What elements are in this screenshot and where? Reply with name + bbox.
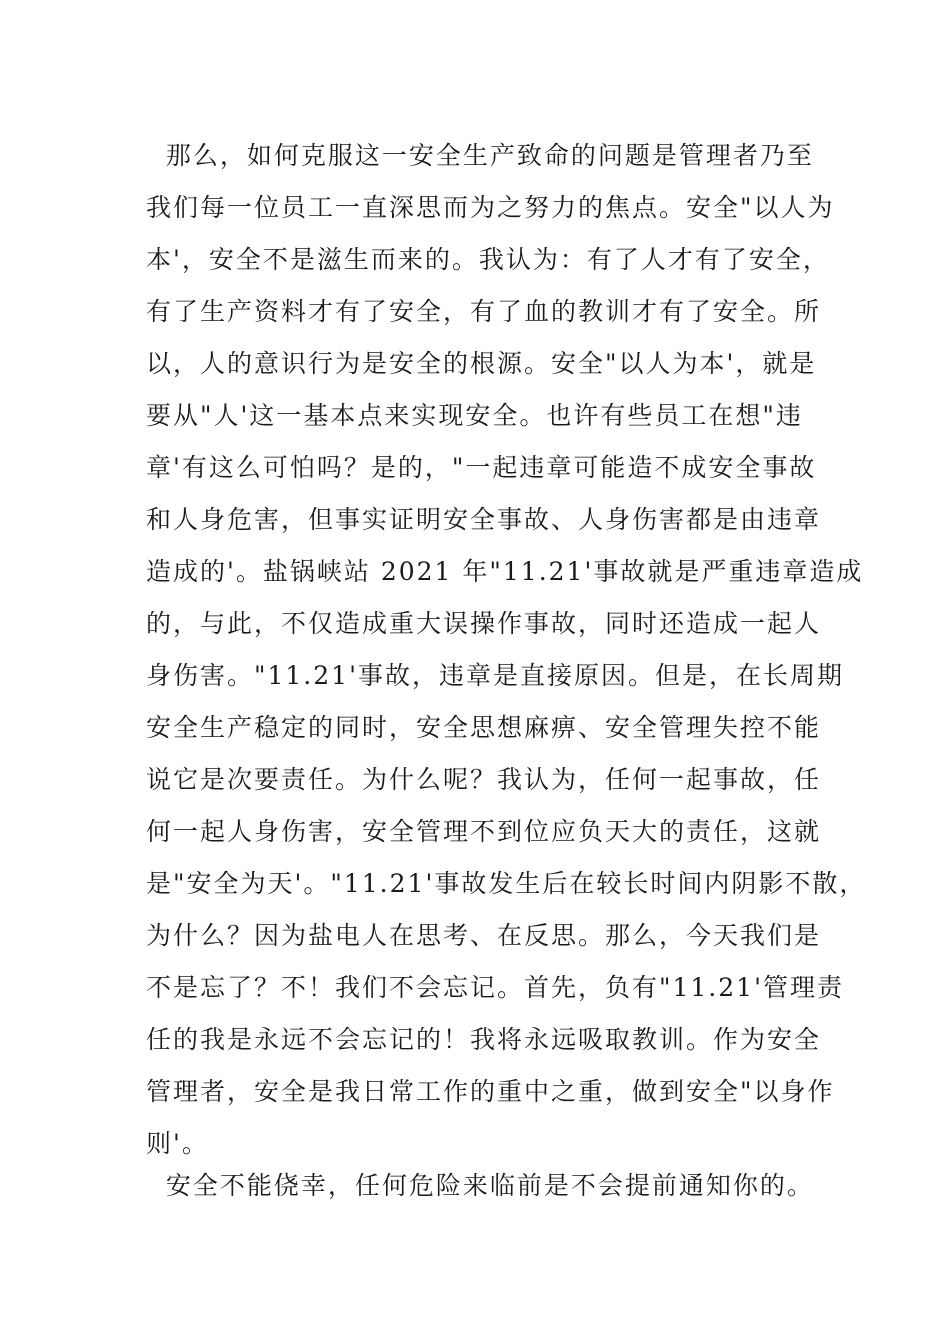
paragraph-line: 则'。 [146, 1129, 209, 1158]
paragraph-line: 和人身危害，但事实证明安全事故、人身伤害都是由违章 [146, 505, 822, 534]
paragraph-second [146, 1160, 816, 1212]
paragraph-line: 任的我是永远不会忘记的！我将永远吸取教训。作为安全 [146, 1025, 822, 1054]
paragraph-line: 为什么？因为盐电人在思考、在反思。那么，今天我们是 [146, 921, 822, 950]
paragraph-main [146, 130, 867, 1170]
paragraph-line: 安全生产稳定的同时，安全思想麻痹、安全管理失控不能 [146, 713, 822, 742]
paragraph-line: 的，与此，不仅造成重大误操作事故，同时还造成一起人 [146, 609, 822, 638]
paragraph-line: 有了生产资料才有了安全，有了血的教训才有了安全。所 [146, 297, 822, 326]
paragraph-line: 那么，如何克服这一安全生产致命的问题是管理者乃至 [146, 141, 814, 170]
paragraph-line: 本'，安全不是滋生而来的。我认为：有了人才有了安全， [146, 245, 830, 274]
paragraph-line: 安全不能侥幸，任何危险来临前是不会提前通知你的。 [146, 1171, 814, 1200]
paragraph-line: 身伤害。"11.21'事故，违章是直接原因。但是，在长周期 [146, 661, 844, 690]
paragraph-line: 说它是次要责任。为什么呢？我认为，任何一起事故，任 [146, 765, 822, 794]
paragraph-line: 何一起人身伤害，安全管理不到位应负天大的责任，这就 [146, 817, 822, 846]
paragraph-line: 章'有这么可怕吗？是的，"一起违章可能造不成安全事故 [146, 453, 817, 482]
paragraph-line: 我们每一位员工一直深思而为之努力的焦点。安全"以人为 [146, 193, 835, 222]
paragraph-line: 以，人的意识行为是安全的根源。安全"以人为本'，就是 [146, 349, 817, 378]
paragraph-line: 管理者，安全是我日常工作的重中之重，做到安全"以身作 [146, 1077, 835, 1106]
paragraph-line: 不是忘了？不！我们不会忘记。首先，负有"11.21'管理责 [146, 973, 844, 1002]
paragraph-line: 造成的'。盐锅峡站 2021 年"11.21'事故就是严重违章造成 [146, 557, 864, 586]
paragraph-line: 是"安全为天'。"11.21'事故发生后在较长时间内阴影不散， [146, 869, 867, 898]
paragraph-line: 要从"人'这一基本点来实现安全。也许有些员工在想"违 [146, 401, 803, 430]
